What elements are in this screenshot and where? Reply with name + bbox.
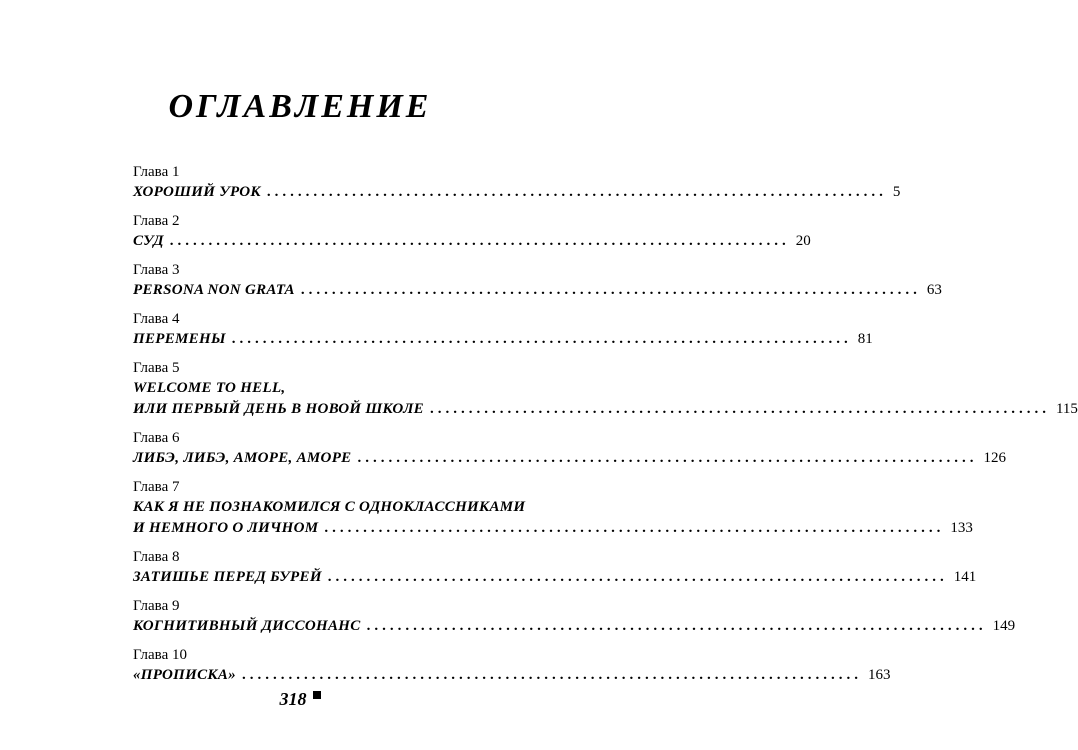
dot-leader: ................................................................................ (429, 401, 1050, 417)
toc-entry (133, 548, 977, 588)
chapter-title: PERSONA NON GRATA (133, 282, 295, 298)
page-ref: 20 (795, 233, 811, 249)
chapter-title: ХОРОШИЙ УРОК (133, 184, 261, 200)
toc-entry (133, 597, 1016, 637)
chapter-title-line (133, 497, 526, 518)
table-of-contents (133, 163, 1078, 695)
chapter-label: Глава 10 (133, 647, 187, 663)
chapter-title-line (133, 665, 891, 686)
chapter-title: КОГНИТИВНЫЙ ДИССОНАНС (133, 618, 361, 634)
page-number: 318 (279, 689, 307, 709)
toc-entry (133, 429, 1006, 469)
chapter-title-line (133, 231, 811, 252)
chapter-title: WELCOME TO HELL, (133, 380, 286, 396)
toc-entry (133, 163, 901, 203)
page-ref: 149 (992, 618, 1016, 634)
page-ref: 115 (1055, 401, 1078, 417)
chapter-title: И НЕМНОГО О ЛИЧНОМ (133, 520, 319, 536)
dot-leader: ................................................................................ (324, 520, 945, 536)
chapter-title: ЗАТИШЬЕ ПЕРЕД БУРЕЙ (133, 569, 322, 585)
chapter-label: Глава 4 (133, 311, 180, 327)
dot-leader: ................................................................................ (266, 184, 887, 200)
toc-entry (133, 261, 942, 301)
page-footer (0, 689, 600, 710)
chapter-title-line (133, 182, 901, 203)
dot-leader: ................................................................................ (357, 450, 978, 466)
square-mark-icon (313, 691, 321, 699)
dot-leader: ................................................................................ (241, 667, 862, 683)
page-ref: 81 (857, 331, 873, 347)
dot-leader: ................................................................................ (366, 618, 987, 634)
chapter-title: СУД (133, 233, 164, 249)
dot-leader: ................................................................................ (231, 331, 852, 347)
page-ref: 5 (892, 184, 901, 200)
toc-entry (133, 310, 873, 350)
page-ref: 163 (867, 667, 891, 683)
chapter-label: Глава 3 (133, 262, 180, 278)
chapter-label: Глава 5 (133, 360, 180, 376)
chapter-label: Глава 8 (133, 549, 180, 565)
toc-entry (133, 212, 811, 252)
chapter-title: ПЕРЕМЕНЫ (133, 331, 226, 347)
chapter-label: Глава 7 (133, 479, 180, 495)
chapter-title-line (133, 378, 485, 399)
toc-entry (133, 478, 973, 539)
page-ref: 63 (926, 282, 942, 298)
chapter-title: ИЛИ ПЕРВЫЙ ДЕНЬ В НОВОЙ ШКОЛЕ (133, 401, 424, 417)
chapter-title-line (133, 399, 1078, 420)
dot-leader: ................................................................................ (169, 233, 790, 249)
chapter-label: Глава 2 (133, 213, 180, 229)
page-title: ОГЛАВЛЕНИЕ (168, 88, 432, 125)
page-ref: 141 (953, 569, 977, 585)
chapter-label: Глава 6 (133, 430, 180, 446)
chapter-label: Глава 1 (133, 164, 180, 180)
chapter-title: КАК Я НЕ ПОЗНАКОМИЛСЯ С ОДНОКЛАССНИКАМИ (133, 499, 526, 515)
toc-entry (133, 646, 891, 686)
chapter-title-line (133, 448, 1006, 469)
chapter-title-line (133, 280, 942, 301)
chapter-label: Глава 9 (133, 598, 180, 614)
toc-entry (133, 359, 1078, 420)
chapter-title-line (133, 329, 873, 350)
chapter-title-line (133, 518, 973, 539)
page-ref: 133 (950, 520, 973, 536)
dot-leader: ................................................................................ (327, 569, 948, 585)
chapter-title: «ПРОПИСКА» (133, 667, 236, 683)
page-ref: 126 (983, 450, 1006, 466)
chapter-title: ЛИБЭ, ЛИБЭ, АМОРЕ, АМОРЕ (133, 450, 352, 466)
dot-leader: ................................................................................ (300, 282, 921, 298)
chapter-title-line (133, 567, 977, 588)
chapter-title-line (133, 616, 1016, 637)
